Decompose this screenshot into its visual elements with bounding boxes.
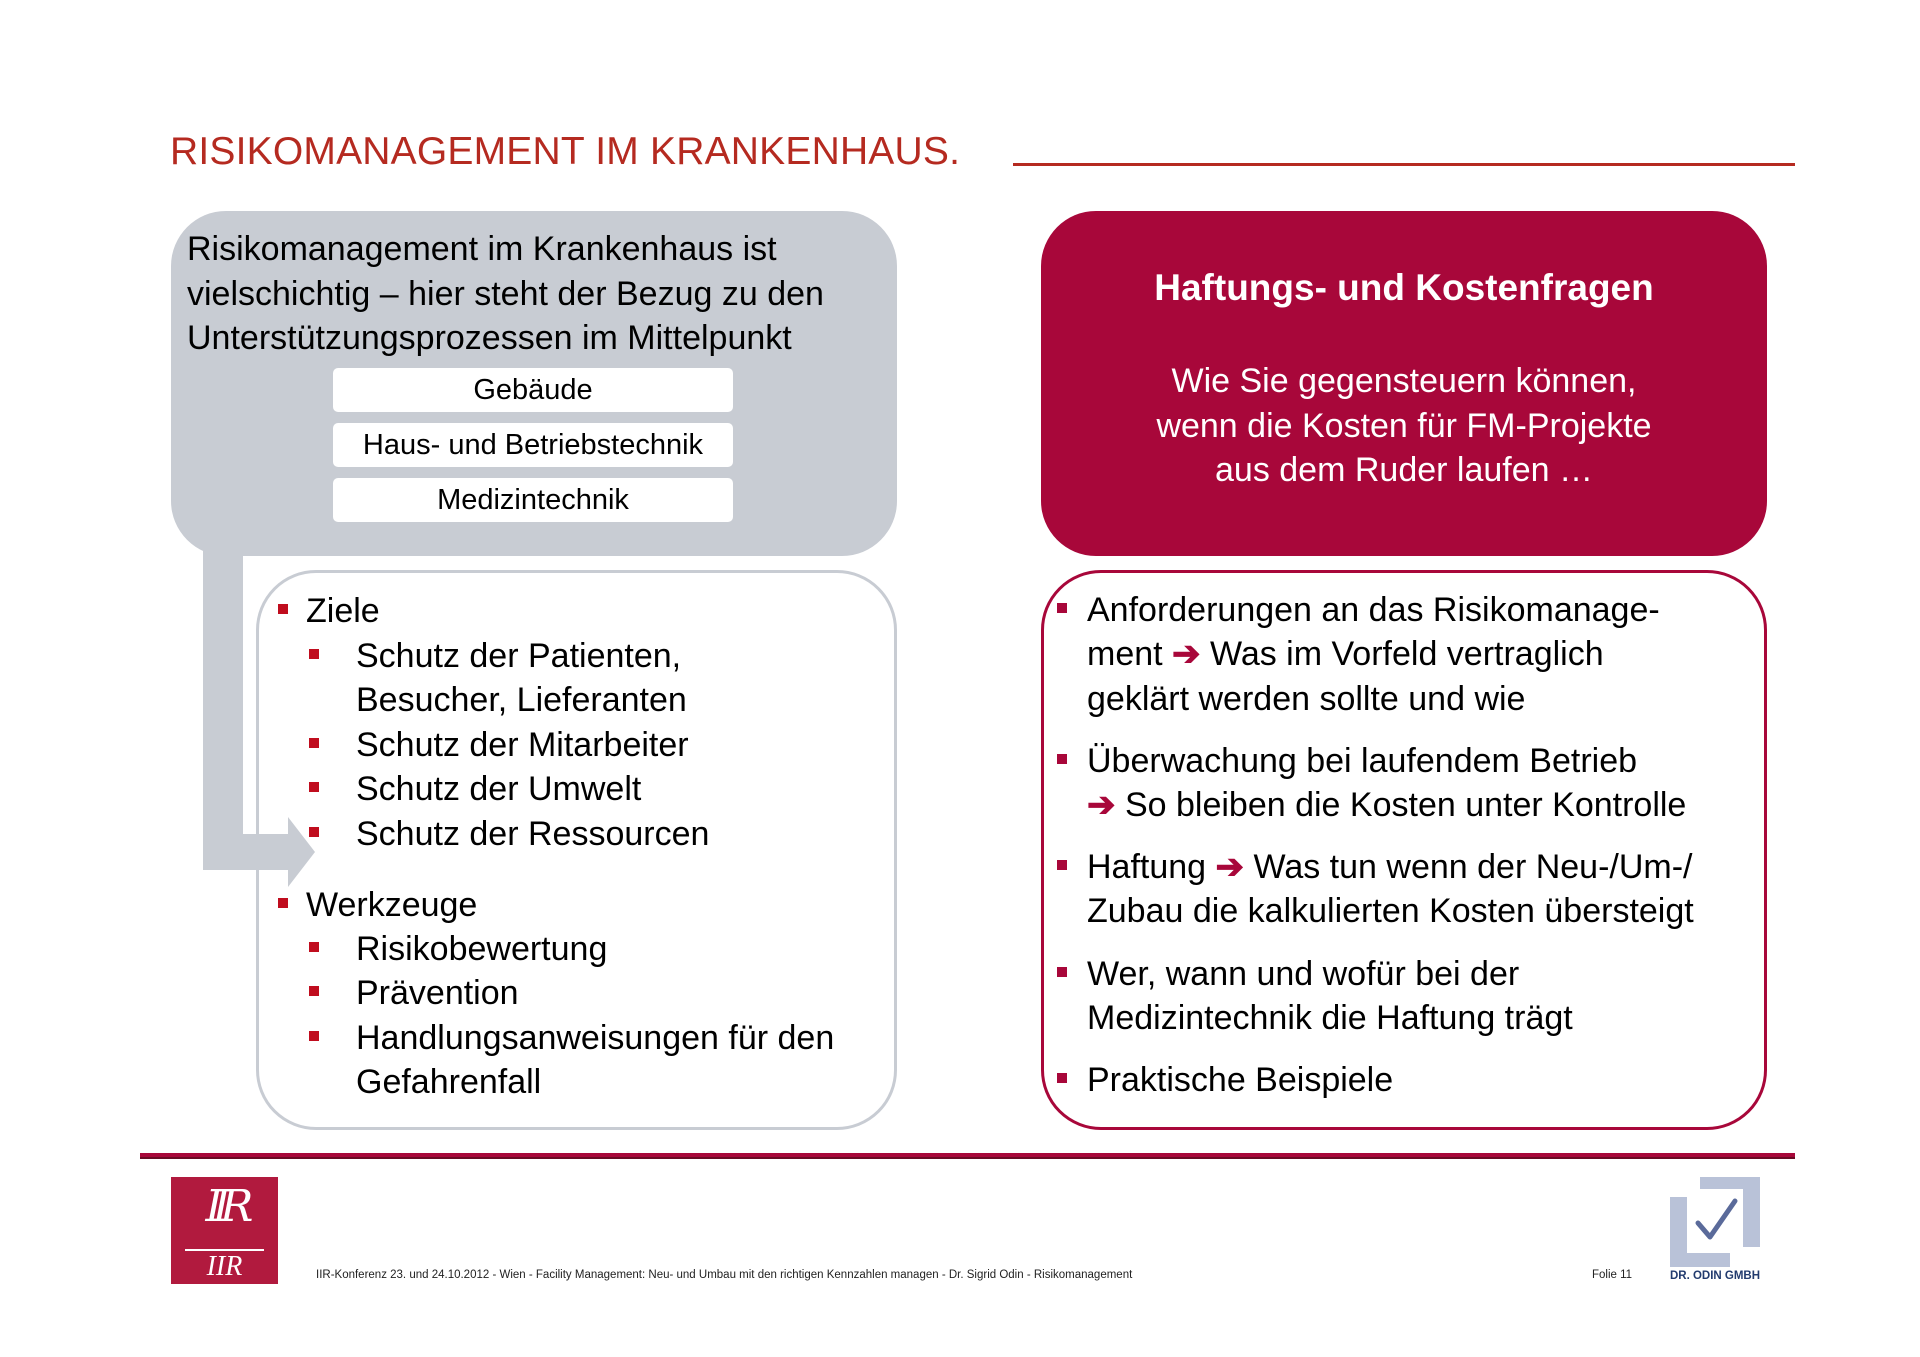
tag-haustechnik: Haus- und Betriebstechnik <box>333 423 733 467</box>
bullet-square <box>309 738 319 748</box>
footer-rule-shadow <box>140 1157 1795 1159</box>
bullet-square <box>278 898 288 908</box>
topic-item-line <box>1087 632 1604 677</box>
bullet-square <box>309 827 319 837</box>
checkmark-icon <box>1665 1175 1765 1275</box>
topic-item-line <box>1087 845 1693 890</box>
ziele-heading: Ziele <box>306 592 380 630</box>
bullet-square <box>309 782 319 792</box>
topic-item-line: Wer, wann und wofür bei der <box>1087 955 1520 993</box>
iir-monogram: IIR <box>205 1181 244 1232</box>
bullet-square <box>309 1031 319 1041</box>
topic-item-line <box>1087 783 1686 828</box>
werkzeuge-item: Handlungsanweisungen für den <box>356 1019 835 1057</box>
tag-gebaeude: Gebäude <box>333 368 733 412</box>
topic-item-text: ment <box>1087 635 1163 673</box>
cost-panel-subtitle-line: Wie Sie gegensteuern können, <box>1171 362 1637 400</box>
bullet-square <box>1057 1073 1067 1083</box>
topic-item-text: So bleiben die Kosten unter Kontrolle <box>1124 786 1687 824</box>
cost-panel-subtitle <box>1041 359 1767 493</box>
bullet-square <box>278 604 288 614</box>
company-name: DR. ODIN GMBH <box>1669 1270 1761 1282</box>
topic-item-text: Haftung <box>1087 848 1207 886</box>
ziele-item: Schutz der Umwelt <box>356 770 642 808</box>
topic-item-line: Überwachung bei laufendem Betrieb <box>1087 742 1638 780</box>
scope-intro-line: vielschichtig – hier steht der Bezug zu den <box>187 274 824 313</box>
right-arrow-icon: ➔ <box>1215 848 1245 886</box>
bullet-square <box>1057 754 1067 764</box>
cost-panel <box>1041 211 1767 556</box>
topic-item-line: Anforderungen an das Risikomanage- <box>1087 591 1660 629</box>
topic-item-line: Medizintechnik die Haftung trägt <box>1087 999 1573 1037</box>
page-number: Folie 11 <box>1592 1269 1633 1281</box>
ziele-item-cont: Besucher, Lieferanten <box>356 681 687 719</box>
werkzeuge-item: Prävention <box>356 974 519 1012</box>
tag-medizintechnik: Medizintechnik <box>333 478 733 522</box>
iir-logo-text: IIR <box>206 1251 243 1282</box>
topic-item-text: Was tun wenn der Neu-/Um-/ <box>1253 848 1693 886</box>
ziele-item: Schutz der Mitarbeiter <box>356 726 689 764</box>
footer-conference-text: IIR-Konferenz 23. und 24.10.2012 - Wien - Facility Management: Neu- und Umbau mit den richtigen Kennzahlen managen - Dr. Sigrid Odin - Risikomanagement <box>316 1269 1133 1281</box>
werkzeuge-item: Risikobewertung <box>356 930 608 968</box>
cost-panel-subtitle-line: wenn die Kosten für FM-Projekte <box>1156 406 1652 445</box>
topic-item-line: geklärt werden sollte und wie <box>1087 680 1526 718</box>
cost-panel-heading: Haftungs- und Kostenfragen <box>1154 267 1654 308</box>
topic-item-line: Zubau die kalkulierten Kosten übersteigt <box>1087 892 1694 930</box>
werkzeuge-heading: Werkzeuge <box>306 886 478 924</box>
ziele-item: Schutz der Ressourcen <box>356 815 710 853</box>
cost-panel-subtitle-line: aus dem Ruder laufen … <box>1215 451 1593 489</box>
topic-item-line: Praktische Beispiele <box>1087 1061 1394 1099</box>
bullet-square <box>309 942 319 952</box>
bullet-square <box>1057 967 1067 977</box>
bullet-square <box>309 986 319 996</box>
right-arrow-icon: ➔ <box>1087 786 1116 824</box>
werkzeuge-item-cont: Gefahrenfall <box>356 1063 542 1101</box>
ziele-item: Schutz der Patienten, <box>356 637 682 675</box>
right-arrow-icon: ➔ <box>1172 635 1201 673</box>
bullet-square <box>1057 603 1067 613</box>
topic-item-text: Was im Vorfeld vertraglich <box>1210 635 1604 673</box>
bullet-square <box>309 649 319 659</box>
scope-intro-line: Risikomanagement im Krankenhaus ist <box>187 230 777 268</box>
slide-title: RISIKOMANAGEMENT IM KRANKENHAUS. <box>170 130 961 173</box>
iir-logo <box>171 1177 278 1284</box>
scope-intro-line: Unterstützungsprozessen im Mittelpunkt <box>187 319 792 357</box>
bullet-square <box>1057 860 1067 870</box>
